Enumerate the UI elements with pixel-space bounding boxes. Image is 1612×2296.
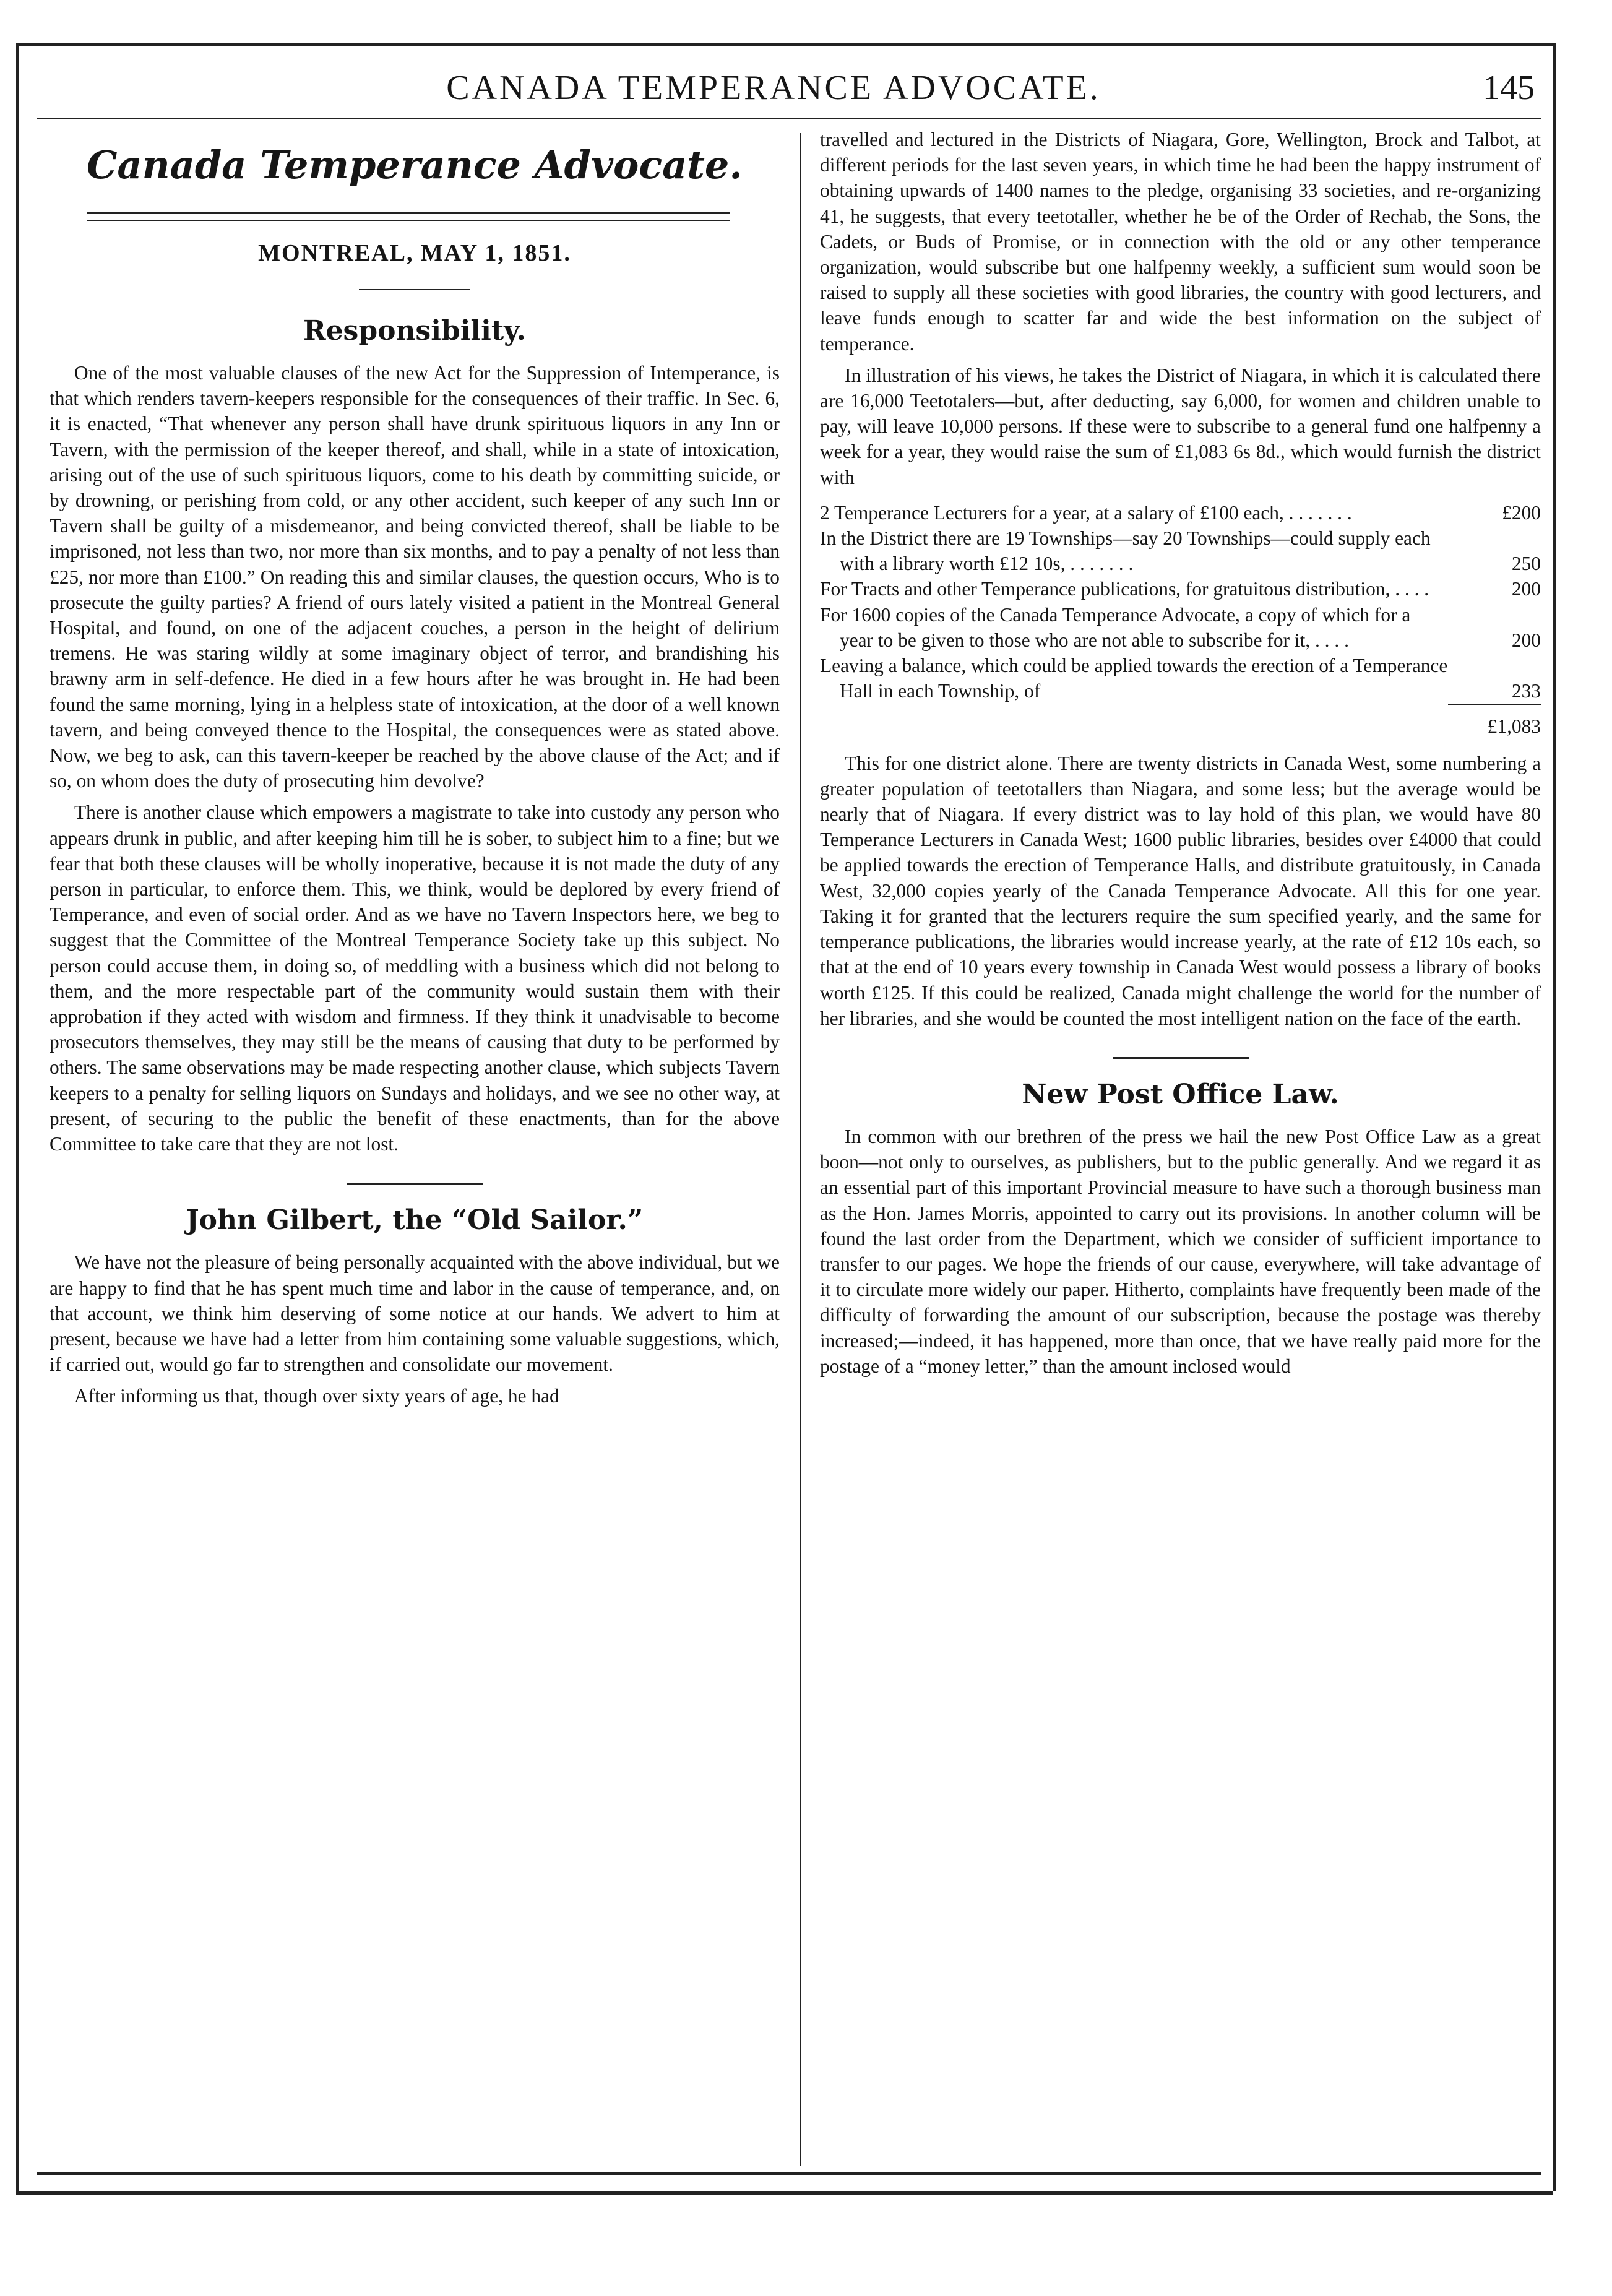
section-rule xyxy=(347,1183,483,1185)
bottom-rule xyxy=(37,2172,1541,2175)
ledger-row xyxy=(820,525,1541,576)
dateline-rule xyxy=(359,289,470,290)
ledger-item: 2 Temperance Lecturers for a year, at a salary of £100 each, . . . . . . . xyxy=(820,501,1352,524)
ledger-amount: 250 xyxy=(1511,553,1541,575)
ledger-row xyxy=(820,602,1541,653)
ledger-item: For 1600 copies of the Canada Temperance Advocate, a copy of which for a year to be given to those who are not able to subscribe for it, . . . . xyxy=(820,603,1411,651)
right-column xyxy=(820,127,1541,1385)
running-title: CANADA TEMPERANCE ADVOCATE. xyxy=(446,69,1101,107)
ledger-amount: £200 xyxy=(1502,501,1541,524)
expense-ledger xyxy=(820,500,1541,740)
post-office-paragraph-1: In common with our brethren of the press we hail the new Post Office Law as a great boon—not only to ourselves, as publishers, but to the public generally. And we regard it as an essential part of this important Provincial measure to have such a thorough business man as the Hon. James Morris, appointed to carry out its provisions. In another column will be found the last order from the Department, which we consider of sufficient importance to transfer to our pages. We hope the friends of our cause, everywhere, will take advantage of it to circulate more widely our paper. Hitherto, complaints have frequently been made of the difficulty of forwarding the amount of our subscription, because the postage was thereby increased;—indeed, it has happened, more than once, that we have really paid more for the postage of a “money letter,” than the amount inclosed would xyxy=(820,1125,1541,1377)
ledger-amount: 233 xyxy=(1511,680,1541,702)
responsibility-paragraph-2: There is another clause which empowers a magistrate to take into custody any person who appears drunk in public, and after keeping him till he is sober, to subject him to a fine; but we fear that both these clauses will be wholly inoperative, because it is not made the duty of any person in particular, to enforce them. This, we think, would be deplored by every friend of Temperance, and even of social order. And as we have no Tavern Inspectors here, we beg to suggest that the Committee of the Montreal Temperance Society take up this subject. No person could accuse them, in doing so, of meddling with a business which did not belong to them, and the more respectable part of the community would sustain them with their approbation if they acted with wisdom and firmness. If they think it unadvisable to become prosecutors themselves, they may still be the means of causing that duty to be performed by others. The same observations may be made respecting another clause, which subjects Tavern keepers to a penalty for selling liquors on Sundays and holidays, and we see no other way, at present, of securing to the public the benefit of these enactments, than for the above Committee to take care that they are not lost. xyxy=(50,801,780,1155)
gilbert-continued-paragraph-1: travelled and lectured in the Districts of Niagara, Gore, Wellington, Brock and Talbot, at different periods for the last seven years, in which time he had been the happy instrument of obtaining upwards of 1400 names to the pledge, organising 33 societies, and re-organizing 41, he suggests, that every teetotaller, whether he be of the Order of Rechab, the Sons, the Cadets, or Buds of Promise, or in connection with the old or any other temperance organization, would subscribe but one halfpenny weekly, a sufficient sum would soon be raised to supply all these societies with good libraries, the country with good lecturers, and leave funds enough to scatter far and wide the best information on the subject of temperance. xyxy=(820,129,1541,355)
page-number: 145 xyxy=(1483,69,1535,107)
ledger-row xyxy=(820,576,1541,602)
ledger-item: In the District there are 19 Townships—say 20 Townships—could supply each with a library worth £12 10s, . . . . . . . xyxy=(820,527,1431,575)
ledger-row xyxy=(820,653,1541,704)
bottom-rule-outer xyxy=(16,2191,1553,2195)
masthead: Canada Temperance Advocate. xyxy=(87,142,743,188)
total-rule xyxy=(1448,704,1541,705)
gilbert-continued-paragraph-3: This for one district alone. There are twenty districts in Canada West, some numbering a greater population of teetotallers than Niagara, and some less; but the average would be nearly that of Niagara. If every district was to lay hold of this plan, we would have 80 Temperance Lecturers in Canada West; 1600 public libraries, besides over £4000 that could be applied towards the erection of Temperance Halls, and distribute gratuitously, in Canada West, 32,000 copies yearly of the Canada Temperance Advocate. All this for one year. Taking it for granted that the lecturers require the sum specified yearly, and the same for temperance publications, the libraries would increase yearly, at the rate of £12 10s each, so that at the end of 10 years every township in Canada West would possess a library of books worth £125. If this could be realized, Canada might challenge the world for the number of her libraries, and she would be counted the most intelligent nation on the face of the earth. xyxy=(820,752,1541,1029)
left-column xyxy=(50,142,780,1415)
ledger-amount: 200 xyxy=(1511,578,1541,600)
column-divider xyxy=(800,133,801,2166)
responsibility-paragraph-1: One of the most valuable clauses of the new Act for the Suppression of Intemperance, is that which renders tavern-keepers responsible for the consequences of their traffic. In Sec. 6, it is enacted, “That whenever any person shall have drunk spirituous liquors in any Inn or Tavern, with the permission of the keeper thereof, and shall, while in a state of intoxication, arising out of the use of such spirituous liquors, come to his death by committing suicide, or by drowning, or perishing from cold, or any other accident, such keeper of any such Inn or Tavern shall be guilty of a misdemeanor, and being convicted thereof, shall be liable to be imprisoned, not less than two, nor more than six months, and to pay a penalty of not less than £25, nor more than £100.” On reading this and similar clauses, the question occurs, Who is to prosecute the guilty parties? A friend of ours lately visited a patient in the Montreal General Hospital, and found, on one of the adjacent couches, a person in the height of delirium tremens. He was staring wildly at some imaginary object of terror, and brandishing his brawny arm in self-defence. He died in a few hours after he was brought in. He had been found the same morning, lying in a helpless state of intoxication, at the door of a well known tavern, and being conveyed thence to the Hospital, the consequences were as stated above. Now, we beg to ask, can this tavern-keeper be reached by the above clause of the Act; and if so, on whom does the duty of prosecuting him devolve? xyxy=(50,362,780,792)
ledger-item: For Tracts and other Temperance publications, for gratuitous distribution, . . . . xyxy=(820,578,1429,600)
section-rule xyxy=(1113,1057,1249,1059)
article-title-post-office: New Post Office Law. xyxy=(1022,1078,1339,1110)
header-rule xyxy=(37,118,1541,119)
ledger-row xyxy=(820,500,1541,525)
article-title-responsibility: Responsibility. xyxy=(303,315,526,347)
gilbert-paragraph-2: After informing us that, though over sixty years of age, he had xyxy=(74,1385,559,1407)
dateline: MONTREAL, MAY 1, 1851. xyxy=(258,240,571,266)
masthead-rule xyxy=(87,212,730,221)
ledger-total: £1,083 xyxy=(1487,715,1541,738)
gilbert-continued-paragraph-2: In illustration of his views, he takes the District of Niagara, in which it is calculated there are 16,000 Teetotalers—but, after deducting, say 6,000, for women and children unable to pay, will leave 10,000 persons. If these were to subscribe to a general fund one halfpenny a week for a year, they would raise the sum of £1,083 6s 8d., which would furnish the district with xyxy=(820,364,1541,488)
article-title-gilbert: John Gilbert, the “Old Sailor.” xyxy=(186,1204,644,1236)
top-rule xyxy=(16,43,1553,46)
gilbert-paragraph-1: We have not the pleasure of being personally acquainted with the above individual, but we are happy to find that he has spent much time and labor in the cause of temperance, and, on that account, we think him deserving of some notice at our hands. We advert to him at present, because we have had a letter from him containing some valuable suggestions, which, if carried out, would go far to strengthen and consolidate our movement. xyxy=(50,1251,780,1376)
ledger-item: Leaving a balance, which could be applied towards the erection of a Temperance Hall in each Township, of xyxy=(820,655,1448,702)
ledger-amount: 200 xyxy=(1511,629,1541,651)
